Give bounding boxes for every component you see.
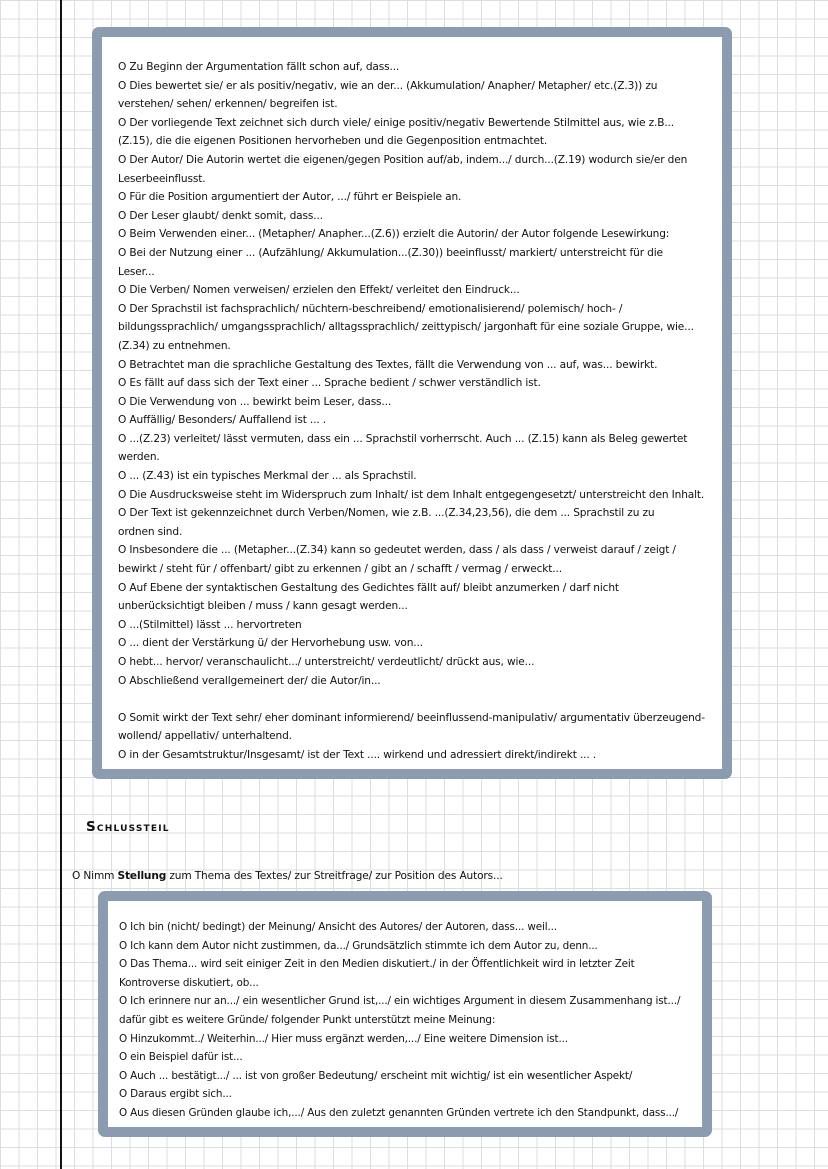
phrase-line: O in der Gesamtstruktur/Insgesamt/ ist der Text .... wirkend und adressiert direkt/indirekt ... . [118,748,597,761]
phrase-line: werden. [118,451,160,464]
phrase-line: verstehen/ sehen/ erkennen/ begreifen ist. [118,98,338,111]
phrase-line: O Die Verben/ Nomen verweisen/ erzielen den Effekt/ verleitet den Eindruck... [118,284,520,297]
phrase-line: wollend/ appellativ/ unterhaltend. [118,730,292,743]
phrase-line: (Z.15), die die eigenen Positionen hervorheben und die Gegenposition entmachtet. [118,135,548,148]
argument-phrases-list [118,58,708,690]
phrase-line: O Ich erinnere nur an.../ ein wesentlicher Grund ist,.../ ein wichtiges Argument in diesem Zusammenhang ist.../ [119,995,681,1008]
margin-line [60,0,62,1169]
phrase-line: O Auffällig/ Besonders/ Auffallend ist ... . [118,414,327,427]
phrase-line: O Es fällt auf dass sich der Text einer ... Sprache bedient / schwer verständlich ist. [118,377,541,390]
phrase-line: O Daraus ergibt sich... [119,1088,232,1101]
phrase-line: O Der Text ist gekennzeichnet durch Verben/Nomen, wie z.B. ...(Z.34,23,56), die dem ... Sprachstil zu zu [118,507,655,520]
phrase-line: O Betrachtet man die sprachliche Gestaltung des Textes, fällt die Verwendung von ... auf, was... bewirkt. [118,358,658,371]
phrase-line: O Hinzukommt../ Weiterhin.../ Hier muss ergänzt werden,.../ Eine weitere Dimension ist... [119,1032,568,1045]
phrase-line: O Der Leser glaubt/ denkt somit, dass... [118,209,323,222]
phrase-line: O Ich bin (nicht/ bedingt) der Meinung/ Ansicht des Autores/ der Autoren, dass... weil... [119,921,557,933]
phrase-line: Kontroverse diskutiert, ob... [119,976,259,989]
conclusion-heading: Schlussteil [86,819,170,835]
prompt-keyword: Stellung [117,870,167,882]
phrase-line: O Für die Position argumentiert der Autor, .../ führt er Beispiele an. [118,191,462,204]
opinion-phrases-box [98,891,712,1137]
phrase-line: O Aus diesen Gründen glaube ich,.../ Aus den zuletzt genannten Gründen vertrete ich den Standpunkt, dass.../ [119,1106,679,1119]
phrase-line: O Der Autor/ Die Autorin wertet die eigenen/gegen Position auf/ab, indem.../ durch...(Z.19) wodurch sie/er den [118,153,688,166]
phrase-line: O Der Sprachstil ist fachsprachlich/ nüchtern-beschreibend/ emotionalisierend/ polemisch/ hoch- / [118,302,623,315]
argument-phrases-box [92,27,732,779]
phrase-line: O Das Thema... wird seit einiger Zeit in den Medien diskutiert./ in der Öffentlichkeit wird in letzter Zeit [119,958,635,971]
phrase-line: O Somit wirkt der Text sehr/ eher dominant informierend/ beeinflussend-manipulativ/ argumentativ überzeugend- [118,711,705,724]
phrase-line: (Z.34) zu entnehmen. [118,339,231,352]
phrase-line: O Auf Ebene der syntaktischen Gestaltung des Gedichtes fällt auf/ bleibt anzumerken / darf nicht [118,581,619,594]
phrase-line: O Die Ausdrucksweise steht im Widerspruch zum Inhalt/ ist dem Inhalt entgegengesetzt/ unterstreicht den Inhalt. [118,488,705,501]
phrase-line: Leser... [118,265,155,278]
phrase-line: O Beim Verwenden einer... (Metapher/ Anapher...(Z.6)) erzielt die Autorin/ der Autor folgende Lesewirkung: [118,228,670,241]
conclusion-prompt [72,867,503,886]
phrase-line: O Insbesondere die ... (Metapher...(Z.34) kann so gedeutet werden, dass / als dass / verweist darauf / zeigt / [118,544,676,557]
phrase-line: O ...(Stilmittel) lässt ... hervortreten [118,618,302,631]
phrase-line: O ein Beispiel dafür ist... [119,1051,243,1064]
phrase-line: O ... dient der Verstärkung ü/ der Hervorhebung usw. von... [118,637,423,650]
phrase-line: O Der vorliegende Text zeichnet sich durch viele/ einige positiv/negativ Bewertende Stilmittel aus, wie z.B... [118,116,674,129]
phrase-line: bewirkt / steht für / offenbart/ gibt zu erkennen / gibt an / schafft / vermag / erweckt... [118,563,562,576]
phrase-line: O Die Verwendung von ... bewirkt beim Leser, dass... [118,395,392,408]
phrase-line: Leserbeeinflusst. [118,172,206,185]
phrase-line: O Abschließend verallgemeinert der/ die Autor/in... [118,674,381,687]
phrase-line: bildungssprachlich/ umgangssprachlich/ alltagssprachlich/ zeittypisch/ jargonhaft für eine soziale Gruppe, wie... [118,321,694,334]
phrase-line: O ...(Z.23) verleitet/ lässt vermuten, dass ein ... Sprachstil vorherrscht. Auch ... (Z.15) kann als Beleg gewertet [118,432,688,445]
phrase-line: O Bei der Nutzung einer ... (Aufzählung/ Akkumulation...(Z.30)) beeinflusst/ markiert/ unterstreicht für die [118,246,663,259]
paragraph-gap [118,690,708,709]
phrase-line: O Auch ... bestätigt.../ ... ist von großer Bedeutung/ erscheint mit wichtig/ ist ein wesentlicher Aspekt/ [119,1069,633,1082]
opinion-phrases-list [119,918,692,1123]
phrase-line: O hebt... hervor/ veranschaulicht.../ unterstreicht/ verdeutlicht/ drückt aus, wie... [118,656,535,668]
phrase-line: O ... (Z.43) ist ein typisches Merkmal der ... als Sprachstil. [118,470,417,483]
summary-phrases-list [118,709,708,765]
prompt-end: zum Thema des Textes/ zur Streitfrage/ zur Position des Autors... [166,870,503,882]
phrase-line: unberücksichtigt bleiben / muss / kann gesagt werden... [118,600,408,613]
phrase-line: O Dies bewertet sie/ er als positiv/negativ, wie an der... (Akkumulation/ Anapher/ Metapher/ etc.(Z.3)) zu [118,79,658,92]
prompt-start: O Nimm [72,870,118,882]
phrase-line: O Ich kann dem Autor nicht zustimmen, da.../ Grundsätzlich stimmte ich dem Autor zu, denn... [119,939,598,952]
phrase-line: ordnen sind. [118,525,183,538]
phrase-line: O Zu Beginn der Argumentation fällt schon auf, dass... [118,61,400,73]
phrase-line: dafür gibt es weitere Gründe/ folgender Punkt unterstützt meine Meinung: [119,1013,496,1026]
